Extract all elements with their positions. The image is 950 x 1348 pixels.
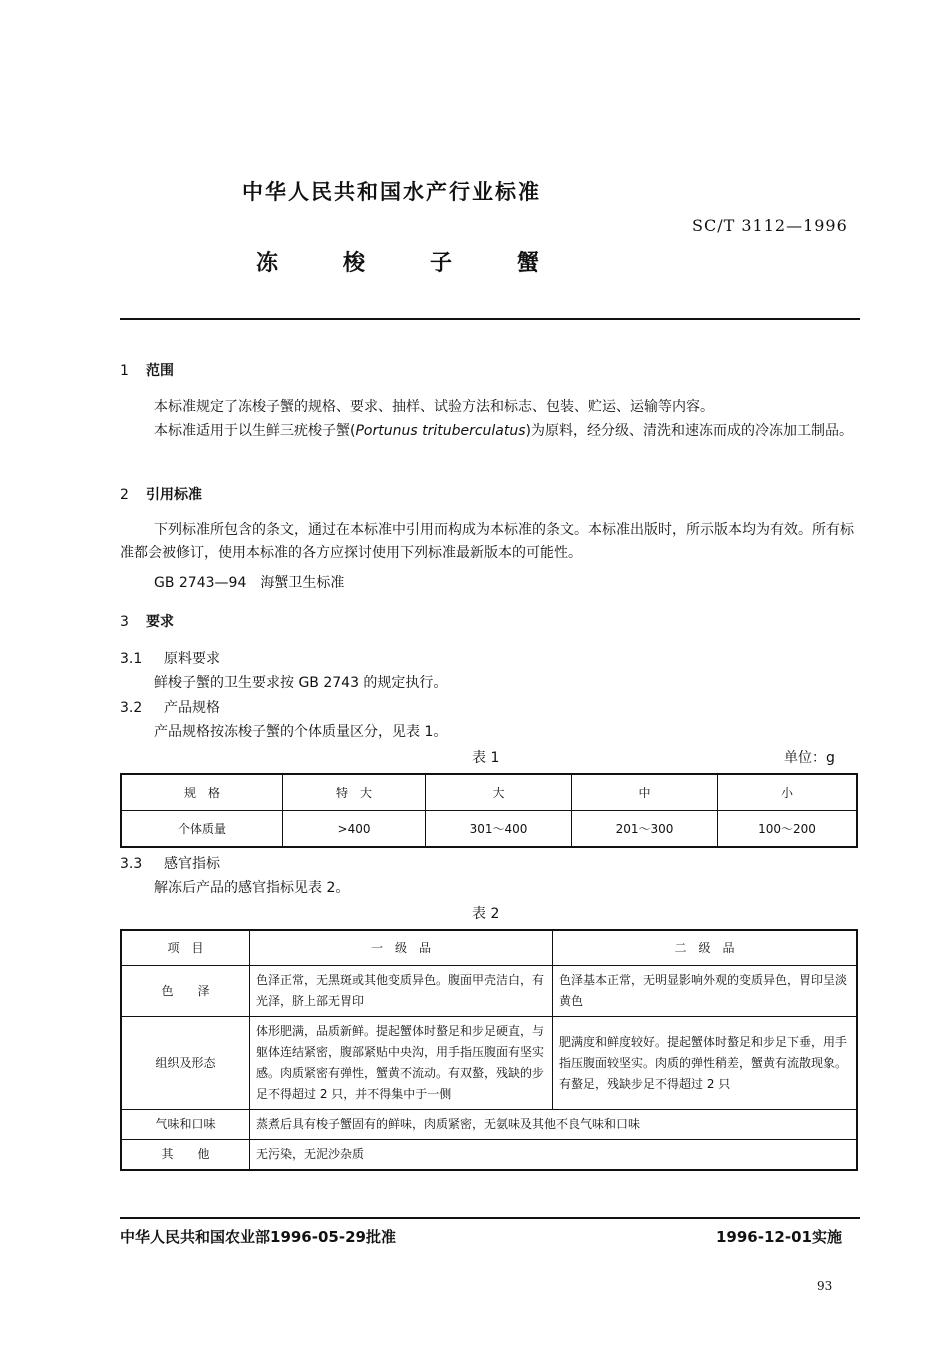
section-3-heading [120,611,174,631]
table-row [121,966,857,1017]
table-cell: 组织及形态 [121,1017,250,1110]
table-row [121,1110,857,1140]
table-cell: 特 大 [283,774,426,811]
section-2-paragraph: 下列标准所包含的条文，通过在本标准中引用而构成为本标准的条文。本标准出版时，所示版本均为有效。所有标准都会被修订，使用本标准的各方应探讨使用下列标准最新版本的可能性。 [120,522,854,561]
issuing-body-heading: 中华人民共和国水产行业标准 [242,180,541,204]
table-cell: 规 格 [121,774,283,811]
table-cell: 色泽正常，无黑斑或其他变质异色。腹面甲壳洁白，有光泽，脐上部无胃印 [250,966,553,1017]
section-title: 范围 [146,363,174,379]
table-cell: 蒸煮后具有梭子蟹固有的鲜味，肉质紧密，无氨味及其他不良气味和口味 [250,1110,858,1140]
table-header-row [121,930,857,966]
table-row [121,1017,857,1110]
subsection-3-2-text: 产品规格按冻梭子蟹的个体质量区分，见表 1。 [154,724,448,740]
subsection-title: 产品规格 [164,700,220,716]
section-number: 2 [120,487,129,503]
table-2-caption: 表 2 [472,906,500,922]
title-char: 冻 [256,251,279,276]
table-cell: 201～300 [572,811,718,848]
subsection-number: 3.1 [120,651,143,667]
table-row [121,811,857,848]
section-1-paragraph-1: 本标准规定了冻梭子蟹的规格、要求、抽样、试验方法和标志、包装、贮运、运输等内容。 [154,399,714,415]
subsection-number: 3.3 [120,856,143,872]
text-run: 本标准适用于以生鲜三疣梭子蟹( [154,423,356,439]
title-char: 子 [430,251,453,276]
subsection-3-1-text: 鲜梭子蟹的卫生要求按 GB 2743 的规定执行。 [154,675,448,691]
footer-divider [120,1217,860,1219]
page-number: 93 [817,1279,833,1293]
subsection-3-3-text: 解冻后产品的感官指标见表 2。 [154,880,350,896]
section-title: 要求 [146,614,174,630]
header-divider [120,318,860,320]
table-cell: 其 他 [121,1140,250,1171]
document-title [256,246,604,277]
table-cell: 项 目 [121,930,250,966]
section-2-heading [120,484,202,504]
subsection-3-2-heading [120,697,220,717]
table-cell: 气味和口味 [121,1110,250,1140]
section-title: 引用标准 [146,487,202,503]
table-1-caption: 表 1 [472,750,500,766]
table-cell: 色 泽 [121,966,250,1017]
table-cell: 301～400 [426,811,572,848]
standard-code: SC/T 3112—1996 [692,216,848,235]
section-number: 1 [120,363,129,379]
table-cell: >400 [283,811,426,848]
title-char: 蟹 [517,251,540,276]
table-cell: 体形肥满，品质新鲜。提起蟹体时螯足和步足硬直，与躯体连结紧密，腹部紧贴中央沟，用手指压腹面有坚实感。肉质紧密有弹性，蟹黄不流动。有双螯，残缺的步足不得超过 2 只，并不得集中于一侧 [250,1017,553,1110]
referenced-standard: GB 2743—94 海蟹卫生标准 [154,575,345,591]
subsection-number: 3.2 [120,700,143,716]
effective-date: 1996-12-01实施 [716,1228,842,1246]
subsection-3-1-heading [120,648,220,668]
table-cell: 无污染，无泥沙杂质 [250,1140,858,1171]
title-char: 梭 [343,251,366,276]
table-cell: 色泽基本正常，无明显影响外观的变质异色，胃印呈淡黄色 [553,966,858,1017]
table-cell: 个体质量 [121,811,283,848]
subsection-title: 感官指标 [164,856,220,872]
table-cell: 小 [718,774,858,811]
subsection-title: 原料要求 [164,651,220,667]
table-1 [120,773,858,848]
section-number: 3 [120,614,129,630]
table-1-unit: 单位：g [784,750,835,766]
table-cell: 中 [572,774,718,811]
text-run: )为原料，经分级、清洗和速冻而成的冷冻加工制品。 [525,423,854,439]
section-1-paragraph-2 [120,420,860,443]
table-header-row [121,774,857,811]
table-2 [120,929,858,1171]
table-cell: 肥满度和鲜度较好。提起蟹体时螯足和步足下垂，用手指压腹面较坚实。肉质的弹性稍差，蟹黄有流散现象。有螯足，残缺步足不得超过 2 只 [553,1017,858,1110]
table-cell: 大 [426,774,572,811]
table-cell: 一 级 品 [250,930,553,966]
table-cell: 二 级 品 [553,930,858,966]
table-cell: 100～200 [718,811,858,848]
section-1-heading [120,360,174,380]
subsection-3-3-heading [120,853,220,873]
latin-species-name: Portunus trituberculatus [355,423,526,439]
approval-line: 中华人民共和国农业部1996-05-29批准 [120,1228,396,1246]
table-row [121,1140,857,1171]
